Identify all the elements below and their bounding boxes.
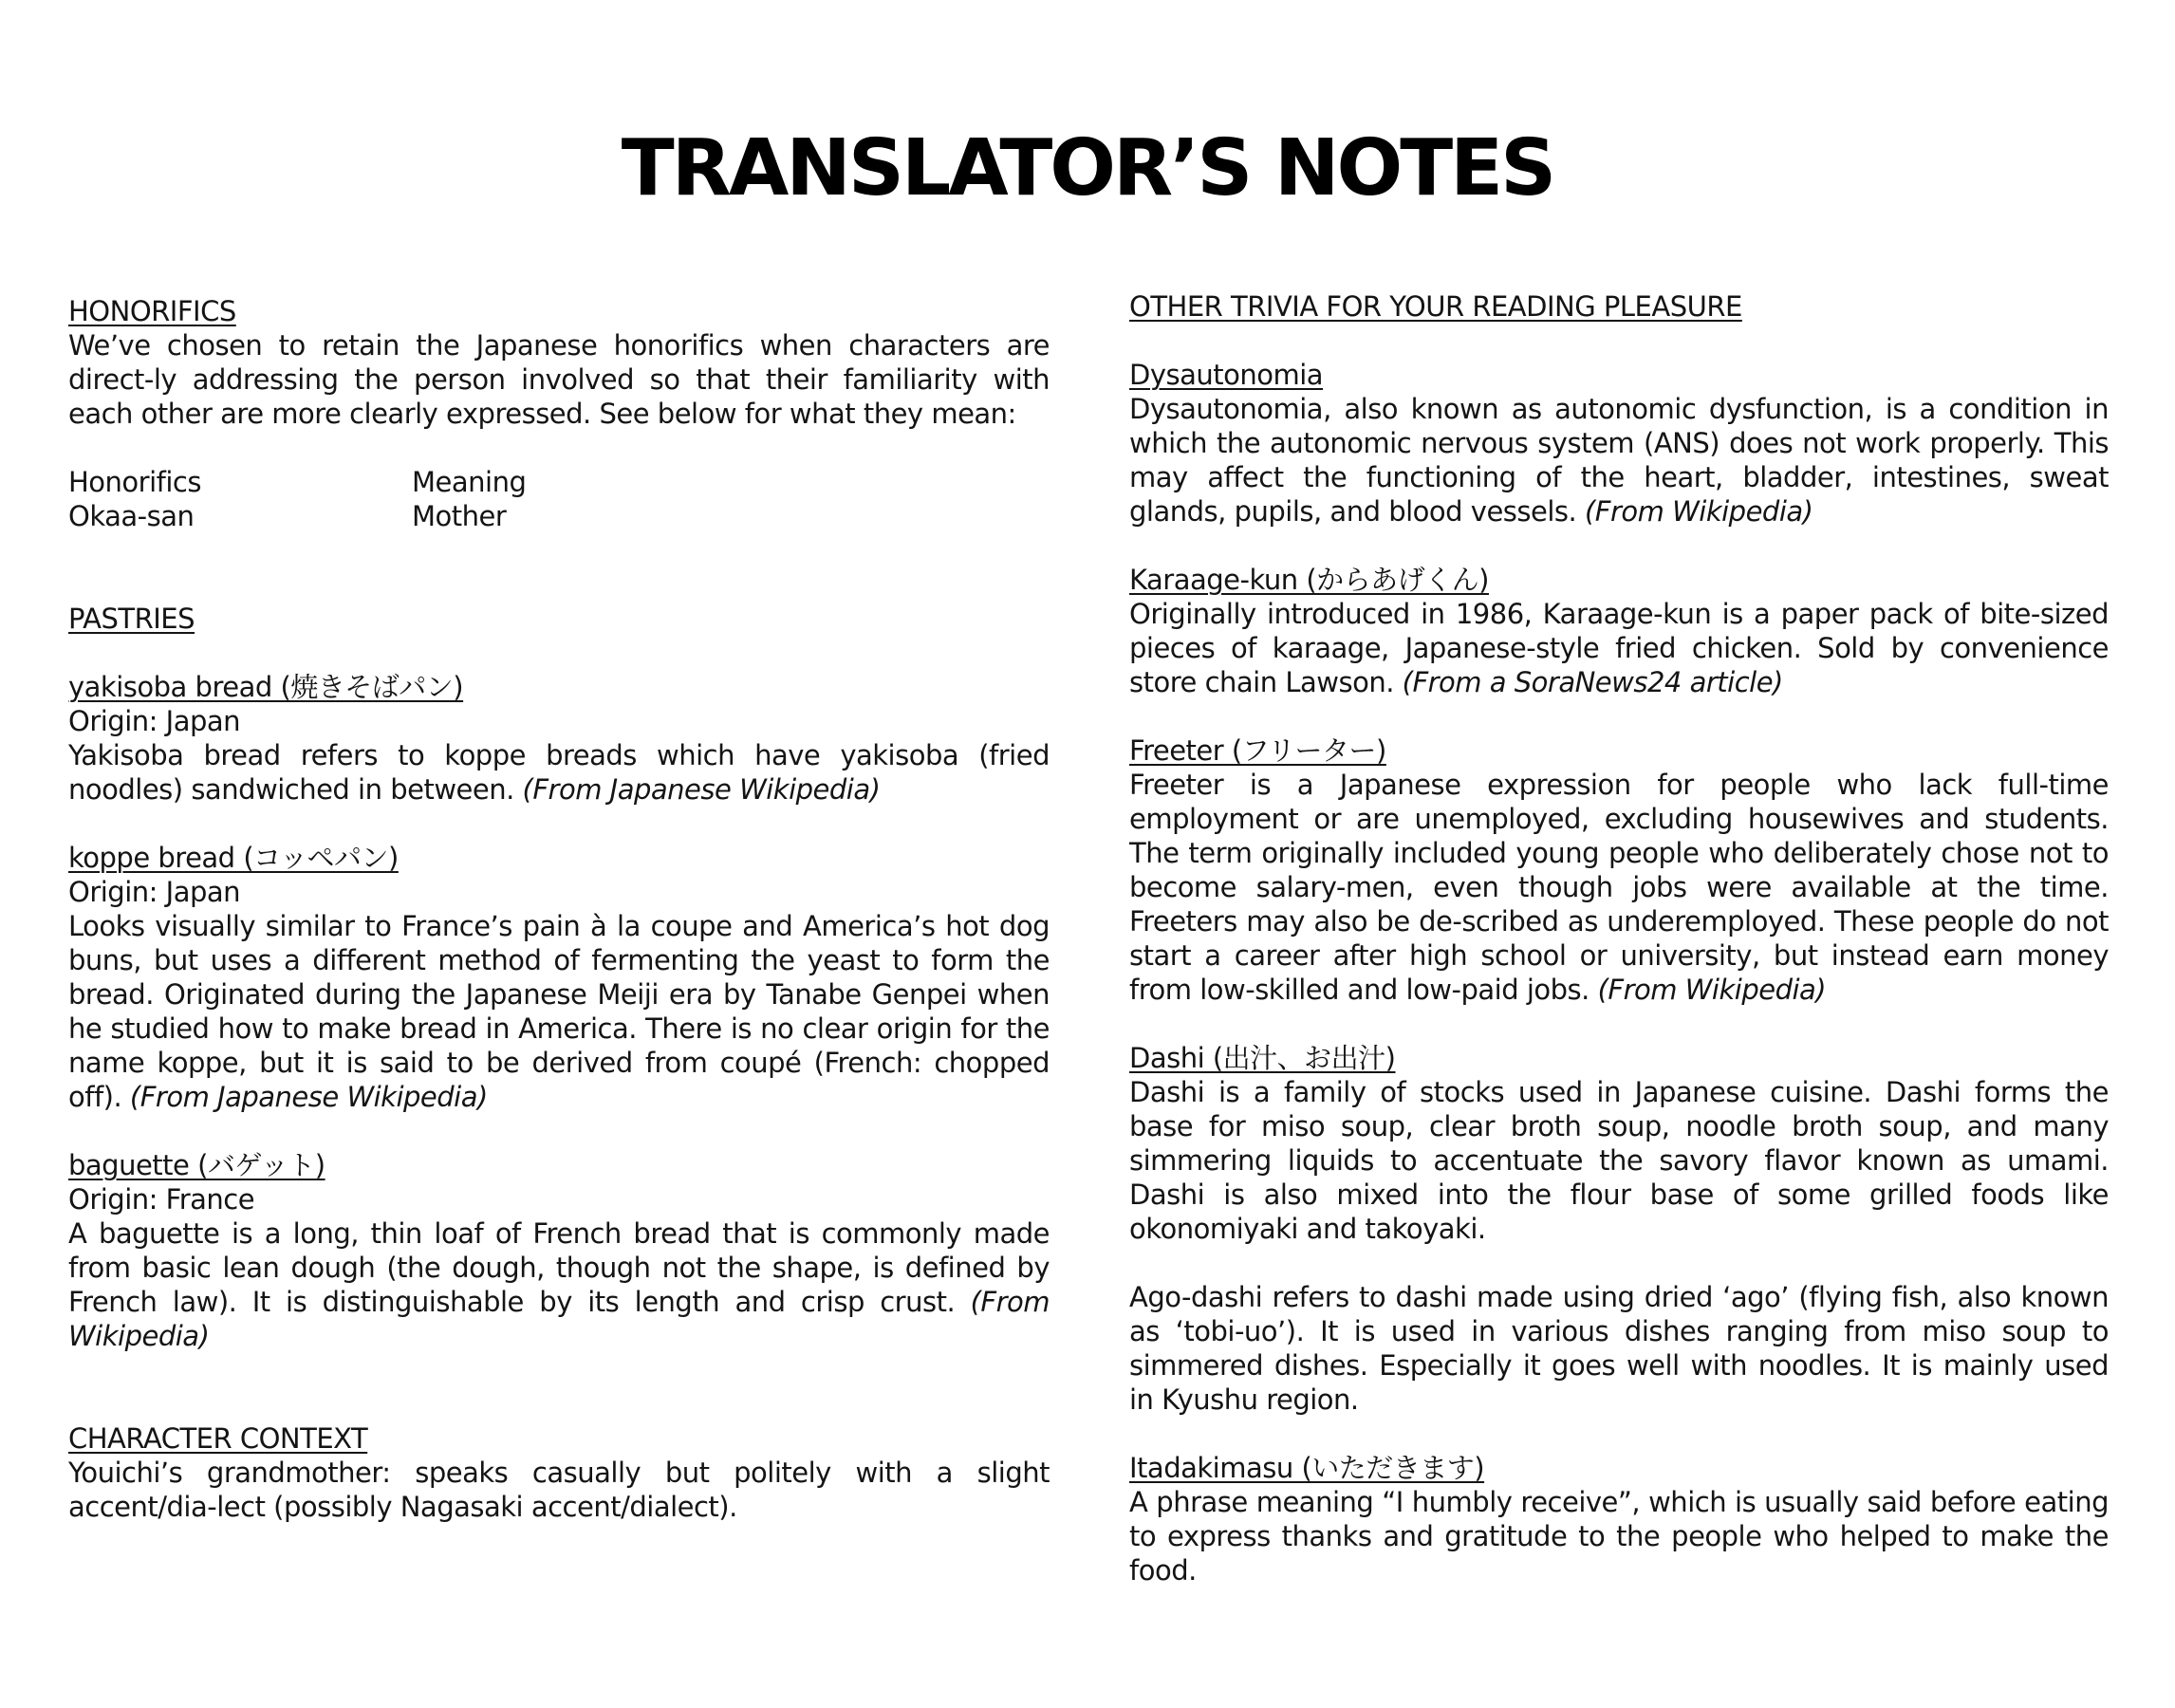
entry-title: yakisoba bread (焼きそばパン) <box>68 671 464 703</box>
entry-title: baguette (バゲット) <box>68 1149 325 1181</box>
character-context-body: Youichi’s grandmother: speaks casually but politely with a slight accent/dia-lect (possibly Nagasaki accent/dialect). <box>68 1457 1050 1523</box>
entry-body: Yakisoba bread refers to koppe breads which have yakisoba (fried noodles) sandwiched in between. (From Japanese Wikipedia) <box>68 739 1050 806</box>
entry-body: Dysautonomia, also known as autonomic dysfunction, is a condition in which the autonomic nervous system (ANS) does not work properly. This may affect the functioning of the heart, bladder, intestines, sweat glands, pupils, and blood vessels. (From Wikipedia) <box>1129 393 2109 528</box>
entry-title: Dysautonomia <box>1129 359 1324 391</box>
entry-source: (From Japanese Wikipedia) <box>522 773 881 806</box>
entry-title: koppe bread (コッペパン) <box>68 842 399 874</box>
entry-source: (From Wikipedia) <box>1597 974 1827 1006</box>
character-context-heading: CHARACTER CONTEXT <box>68 1422 368 1455</box>
pastry-entry-koppe <box>68 841 1050 1114</box>
entry-origin: Origin: Japan <box>68 876 241 908</box>
trivia-entry-karaage <box>1129 563 2109 699</box>
pastry-entry-yakisoba <box>68 670 1050 807</box>
entry-body: Ago-dashi refers to dashi made using dried ‘ago’ (flying fish, also known as ‘tobi-uo’). It is used in various dishes ranging from miso soup to simmered dishes. Especially it goes well with noodles. It is mainly used in Kyushu region. <box>1129 1281 2110 1416</box>
entry-origin: Origin: Japan <box>68 705 241 737</box>
pastries-heading: PASTRIES <box>68 603 195 635</box>
honorifics-col-header: Honorifics <box>68 466 201 498</box>
meaning-col-header: Meaning <box>412 466 527 498</box>
trivia-entry-itadakimasu <box>1129 1451 2109 1587</box>
entry-source: (From Wikipedia) <box>68 1286 1050 1352</box>
right-column <box>1129 289 2109 1587</box>
trivia-entry-ago-dashi <box>1129 1280 2109 1417</box>
entry-body: A phrase meaning “I humbly receive”, which is usually said before eating to express thanks and gratitude to the people who helped to make the food. <box>1129 1486 2109 1587</box>
table-row <box>68 499 526 533</box>
honorifics-heading: HONORIFICS <box>68 295 236 327</box>
entry-body: Dashi is a family of stocks used in Japanese cuisine. Dashi forms the base for miso soup, clear broth soup, noodle broth soup, and many simmering liquids to accentuate the savory flavor known as umami. Dashi is also mixed into the flour base of some grilled foods like okonomiyaki and takoyaki. <box>1129 1076 2109 1245</box>
trivia-entry-dysautonomia <box>1129 358 2109 529</box>
entry-body: Originally introduced in 1986, Karaage-kun is a paper pack of bite-sized pieces of karaage, Japanese-style fried chicken. Sold by convenience store chain Lawson. (From a SoraNews24 article) <box>1129 598 2109 698</box>
trivia-heading: OTHER TRIVIA FOR YOUR READING PLEASURE <box>1129 290 1742 323</box>
page-title: TRANSLATOR’S NOTES <box>621 123 1554 214</box>
honorifics-table <box>68 465 526 533</box>
entry-body: A baguette is a long, thin loaf of French bread that is commonly made from basic lean dough (the dough, though not the shape, is defined by French law). It is distinguishable by its length and crisp crust. (From Wikipedia) <box>68 1217 1050 1352</box>
entry-origin: Origin: France <box>68 1183 255 1216</box>
ago-dashi-term: Ago-dashi <box>1129 1281 1263 1313</box>
entry-source: (From Japanese Wikipedia) <box>129 1081 488 1113</box>
entry-title: Karaage-kun (からあげくん) <box>1129 564 1489 596</box>
trivia-entry-dashi <box>1129 1041 2109 1246</box>
honorific-meaning: Mother <box>412 500 507 532</box>
entry-source: (From Wikipedia) <box>1584 495 1813 528</box>
honorifics-intro: We’ve chosen to retain the Japanese honorifics when characters are direct-ly addressing the person involved so that their familiarity with each other are more clearly expressed. See below for what they mean: <box>68 329 1050 430</box>
pastry-entry-baguette <box>68 1148 1050 1353</box>
entry-body: Freeter is a Japanese expression for people who lack full-time employment or are unemployed, excluding housewives and students. The term originally included young people who deliberately chose not to become salary-men, even though jobs were available at the time. Freeters may also be de-scribed as underemployed. These people do not start a career after high school or university, but instead earn money from low-skilled and low-paid jobs. (From Wikipedia) <box>1129 769 2109 1006</box>
entry-title: Dashi (出汁、お出汁) <box>1129 1042 1396 1074</box>
entry-title: Freeter (フリーター) <box>1129 734 1386 767</box>
trivia-entry-freeter <box>1129 733 2109 1007</box>
entry-source: (From a SoraNews24 article) <box>1402 666 1783 698</box>
left-column <box>68 294 1050 1524</box>
entry-title: Itadakimasu (いただきます) <box>1129 1452 1485 1484</box>
entry-body: Looks visually similar to France’s pain à la coupe and America’s hot dog buns, but uses a different method of fermenting the yeast to form the bread. Originated during the Japanese Meiji era by Tanabe Genpei when he studied how to make bread in America. There is no clear origin for the name koppe, but it is said to be derived from coupé (French: chopped off). (From Japanese Wikipedia) <box>68 910 1050 1113</box>
honorific-term: Okaa-san <box>68 500 195 532</box>
